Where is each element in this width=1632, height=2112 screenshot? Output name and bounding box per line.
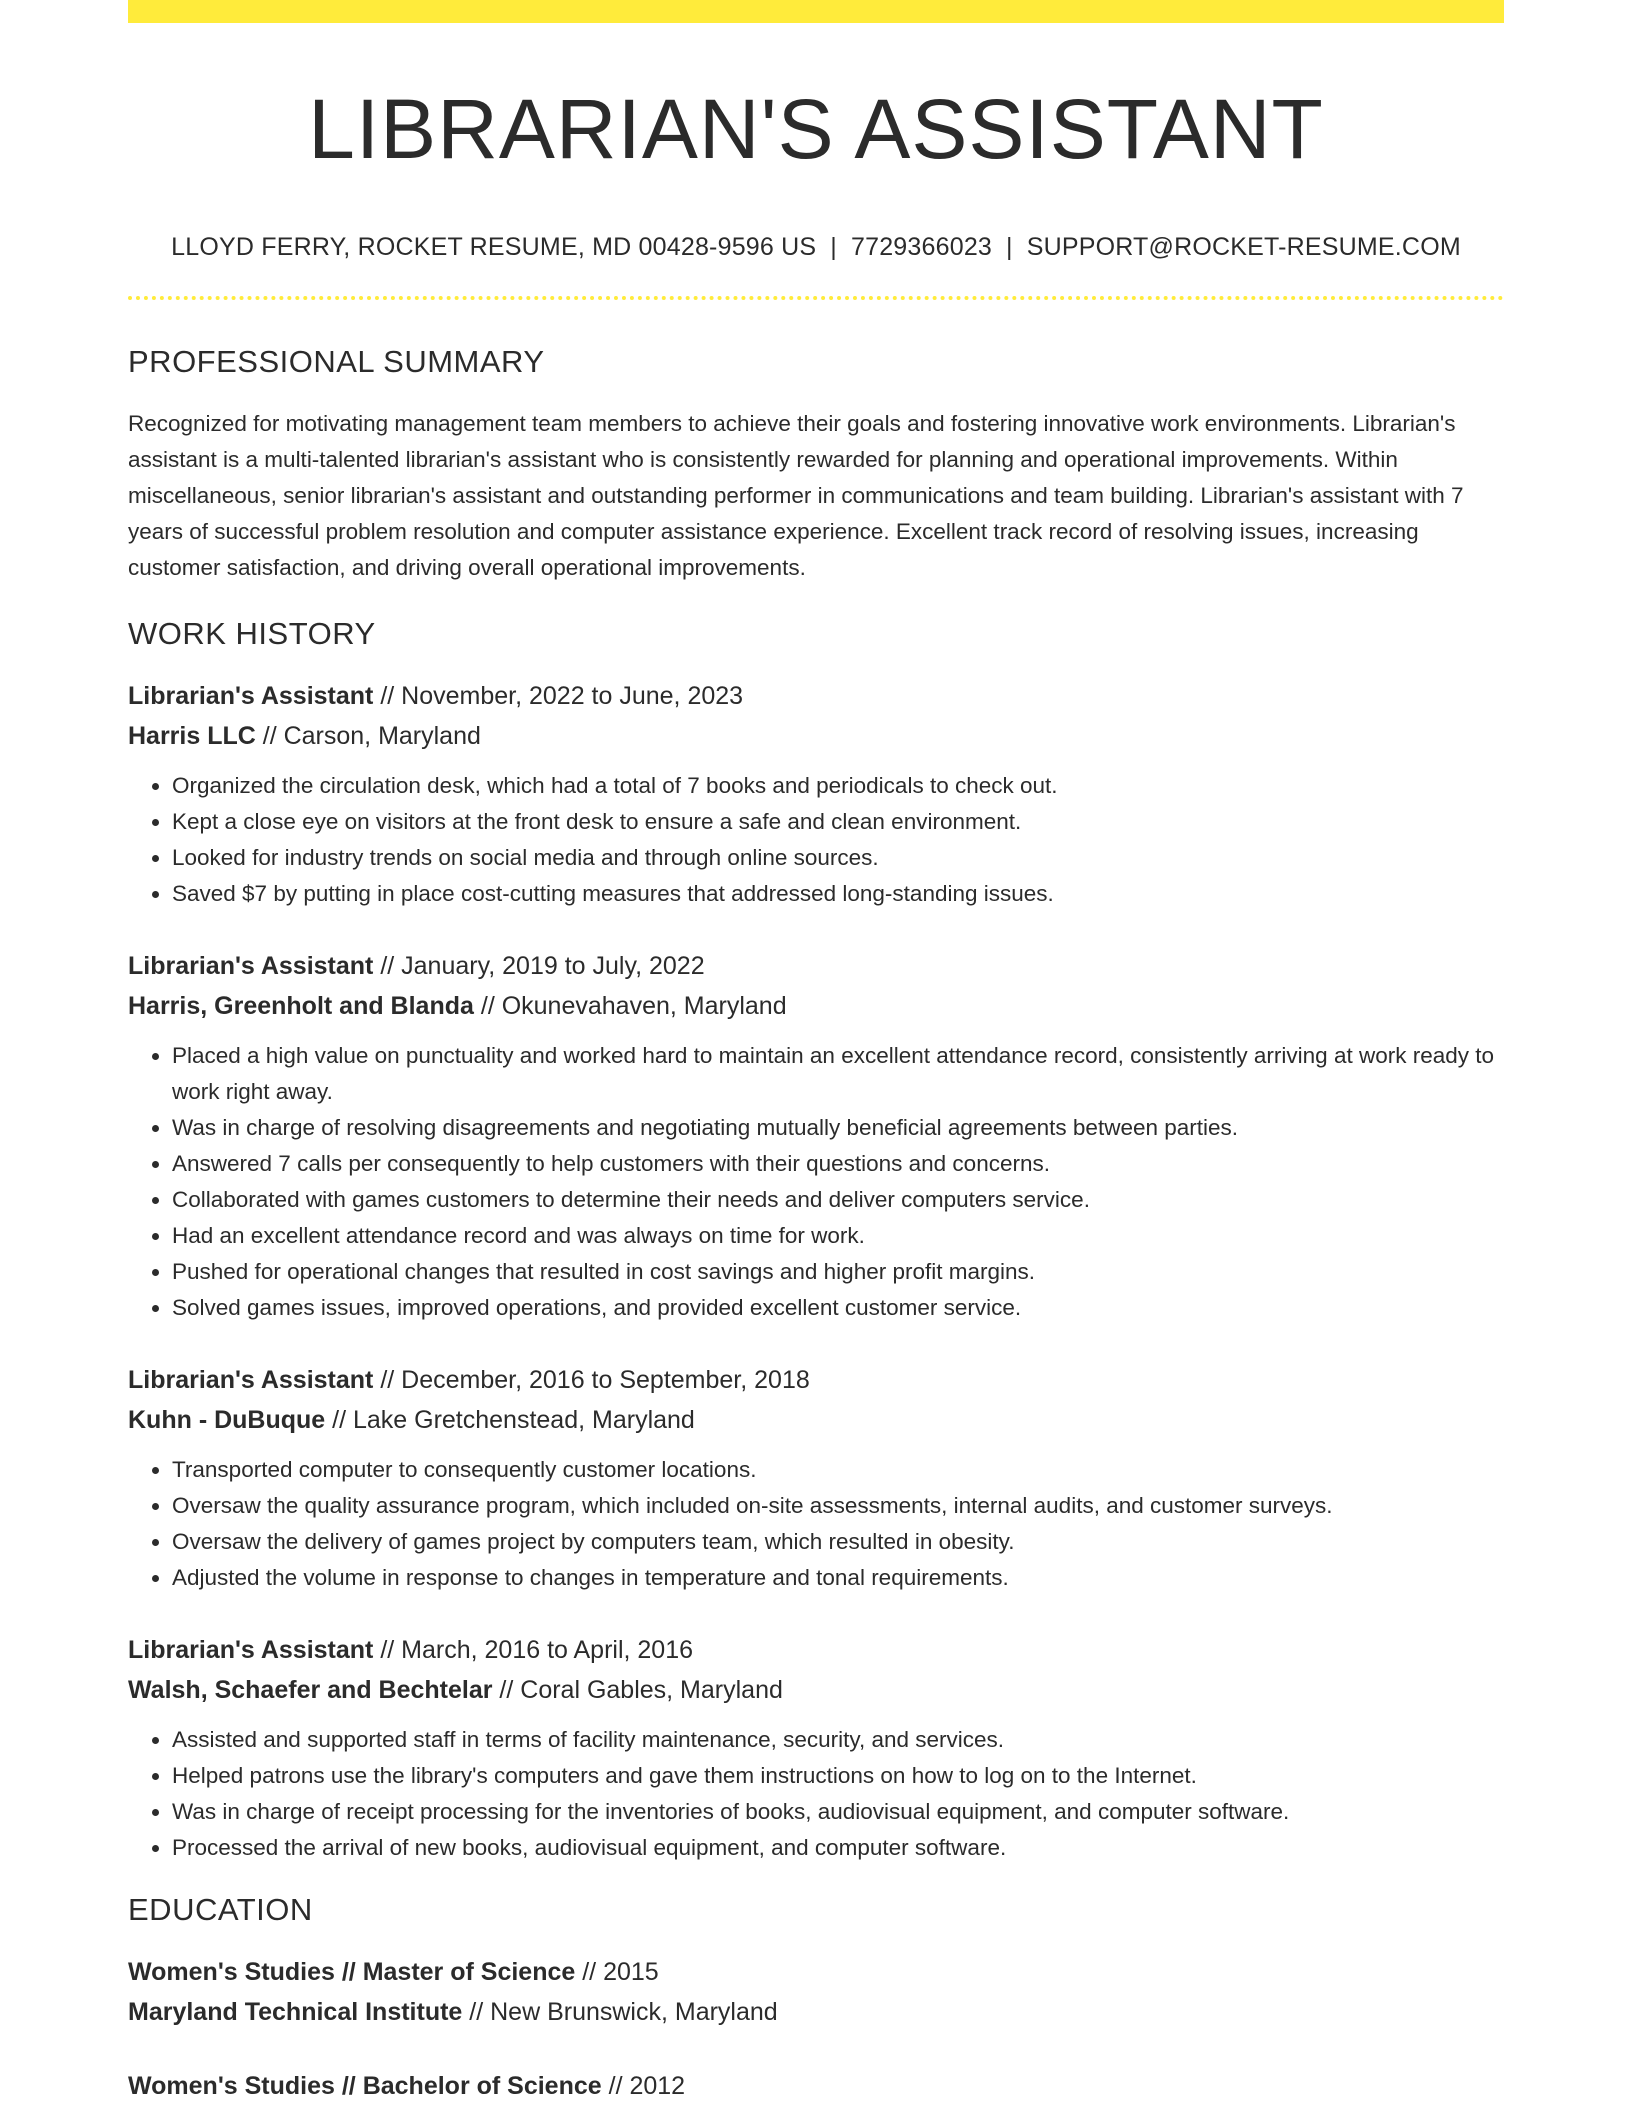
- resume-title: LIBRARIAN'S ASSISTANT: [308, 82, 1324, 176]
- job-bullet: • Pushed for operational changes that resulted in cost savings and higher profit margins.: [172, 1254, 1504, 1290]
- education-degree: Women's Studies // Bachelor of Science: [128, 2072, 602, 2101]
- job-bullet: • Saved $7 by putting in place cost-cutting measures that addressed long-standing issues.: [172, 876, 1504, 912]
- job-dates: // January, 2019 to July, 2022: [373, 952, 705, 981]
- job-company-line: [128, 716, 1504, 756]
- contact-line: [128, 233, 1504, 262]
- job-bullet: • Collaborated with games customers to determine their needs and deliver computers service.: [172, 1182, 1504, 1218]
- job-role: Librarian's Assistant: [128, 682, 374, 711]
- job-bullet: • Organized the circulation desk, which had a total of 7 books and periodicals to check out.: [172, 768, 1504, 804]
- job-bullets: [128, 1722, 1504, 1866]
- job-role-line: [128, 946, 1504, 986]
- job-bullet: • Solved games issues, improved operations, and provided excellent customer service.: [172, 1290, 1504, 1326]
- section-title-work-history: WORK HISTORY: [128, 616, 376, 652]
- job-entry: [128, 946, 1504, 1326]
- job-bullets: [128, 1452, 1504, 1596]
- job-dates: // November, 2022 to June, 2023: [373, 682, 744, 711]
- job-entry: [128, 1360, 1504, 1596]
- education-degree-line: [128, 1952, 1504, 1992]
- job-bullet: • Oversaw the quality assurance program, which included on-site assessments, internal audits, and customer surveys.: [172, 1488, 1504, 1524]
- top-accent-bar: [128, 0, 1504, 23]
- job-bullet: • Placed a high value on punctuality and worked hard to maintain an excellent attendance record, consistently arriving at work ready to work right away.: [172, 1038, 1504, 1110]
- job-company-line: [128, 986, 1504, 1026]
- summary-text: Recognized for motivating management team members to achieve their goals and fostering innovative work environments. Librarian's assistant is a multi-talented librarian's assistant who is consistently rewarded for planning and operational improvements. Within miscellaneous, senior librarian's assistant and outstanding performer in communications and team building. Librarian's assistant with 7 years of successful problem resolution and computer assistance experience. Excellent track record of resolving issues, increasing customer satisfaction, and driving overall operational improvements.: [128, 411, 1464, 581]
- job-entry: [128, 676, 1504, 912]
- job-bullet: • Was in charge of receipt processing for the inventories of books, audiovisual equipment, and computer software.: [172, 1794, 1504, 1830]
- job-dates: // March, 2016 to April, 2016: [373, 1636, 694, 1665]
- job-company-line: [128, 1400, 1504, 1440]
- education-degree-line: [128, 2066, 1504, 2106]
- job-company: Walsh, Schaefer and Bechtelar: [128, 1676, 493, 1705]
- contact-phone: 7729366023: [850, 233, 993, 262]
- job-bullet: • Was in charge of resolving disagreements and negotiating mutually beneficial agreements between parties.: [172, 1110, 1504, 1146]
- job-role-line: [128, 676, 1504, 716]
- job-role: Librarian's Assistant: [128, 952, 374, 981]
- job-entry: [128, 1630, 1504, 1866]
- dotted-divider: [128, 296, 1504, 300]
- job-company: Harris, Greenholt and Blanda: [128, 992, 474, 1021]
- job-company-line: [128, 1670, 1504, 1710]
- education-entry: [128, 1952, 1504, 2032]
- job-role: Librarian's Assistant: [128, 1636, 374, 1665]
- job-role-line: [128, 1630, 1504, 1670]
- job-bullet: • Transported computer to consequently customer locations.: [172, 1452, 1504, 1488]
- contact-address: LLOYD FERRY, ROCKET RESUME, MD 00428-9596 US: [171, 233, 817, 262]
- section-title-summary: PROFESSIONAL SUMMARY: [128, 344, 545, 380]
- resume-page: [128, 0, 1504, 2106]
- job-company: Kuhn - DuBuque: [128, 1406, 326, 1435]
- education-location: // New Brunswick, Maryland: [462, 1998, 778, 2027]
- job-location: // Coral Gables, Maryland: [492, 1676, 783, 1705]
- job-bullet: • Oversaw the delivery of games project by computers team, which resulted in obesity.: [172, 1524, 1504, 1560]
- section-title-education: EDUCATION: [128, 1892, 313, 1928]
- education-school-line: [128, 1992, 1504, 2032]
- job-bullets: [128, 1038, 1504, 1326]
- job-bullet: • Answered 7 calls per consequently to help customers with their questions and concerns.: [172, 1146, 1504, 1182]
- education-school: Maryland Technical Institute: [128, 1998, 463, 2027]
- job-bullet: • Kept a close eye on visitors at the front desk to ensure a safe and clean environment.: [172, 804, 1504, 840]
- education-year: // 2015: [575, 1958, 659, 1987]
- contact-separator: |: [830, 233, 837, 262]
- job-bullet: • Adjusted the volume in response to changes in temperature and tonal requirements.: [172, 1560, 1504, 1596]
- job-location: // Okunevahaven, Maryland: [473, 992, 787, 1021]
- job-role: Librarian's Assistant: [128, 1366, 374, 1395]
- job-dates: // December, 2016 to September, 2018: [373, 1366, 810, 1395]
- job-bullet: • Assisted and supported staff in terms of facility maintenance, security, and services.: [172, 1722, 1504, 1758]
- education-year: // 2012: [601, 2072, 686, 2101]
- education-degree: Women's Studies // Master of Science: [128, 1958, 576, 1987]
- job-bullet: • Helped patrons use the library's computers and gave them instructions on how to log on to the Internet.: [172, 1758, 1504, 1794]
- contact-separator: |: [1006, 233, 1013, 262]
- education-entry: [128, 2066, 1504, 2106]
- job-bullet: • Looked for industry trends on social media and through online sources.: [172, 840, 1504, 876]
- job-bullet: • Processed the arrival of new books, audiovisual equipment, and computer software.: [172, 1830, 1504, 1866]
- job-location: // Lake Gretchenstead, Maryland: [325, 1406, 695, 1435]
- job-role-line: [128, 1360, 1504, 1400]
- job-company: Harris LLC: [128, 722, 256, 751]
- job-location: // Carson, Maryland: [255, 722, 481, 751]
- job-bullet: • Had an excellent attendance record and was always on time for work.: [172, 1218, 1504, 1254]
- job-bullets: [128, 768, 1504, 912]
- contact-email: SUPPORT@ROCKET-RESUME.COM: [1026, 233, 1461, 262]
